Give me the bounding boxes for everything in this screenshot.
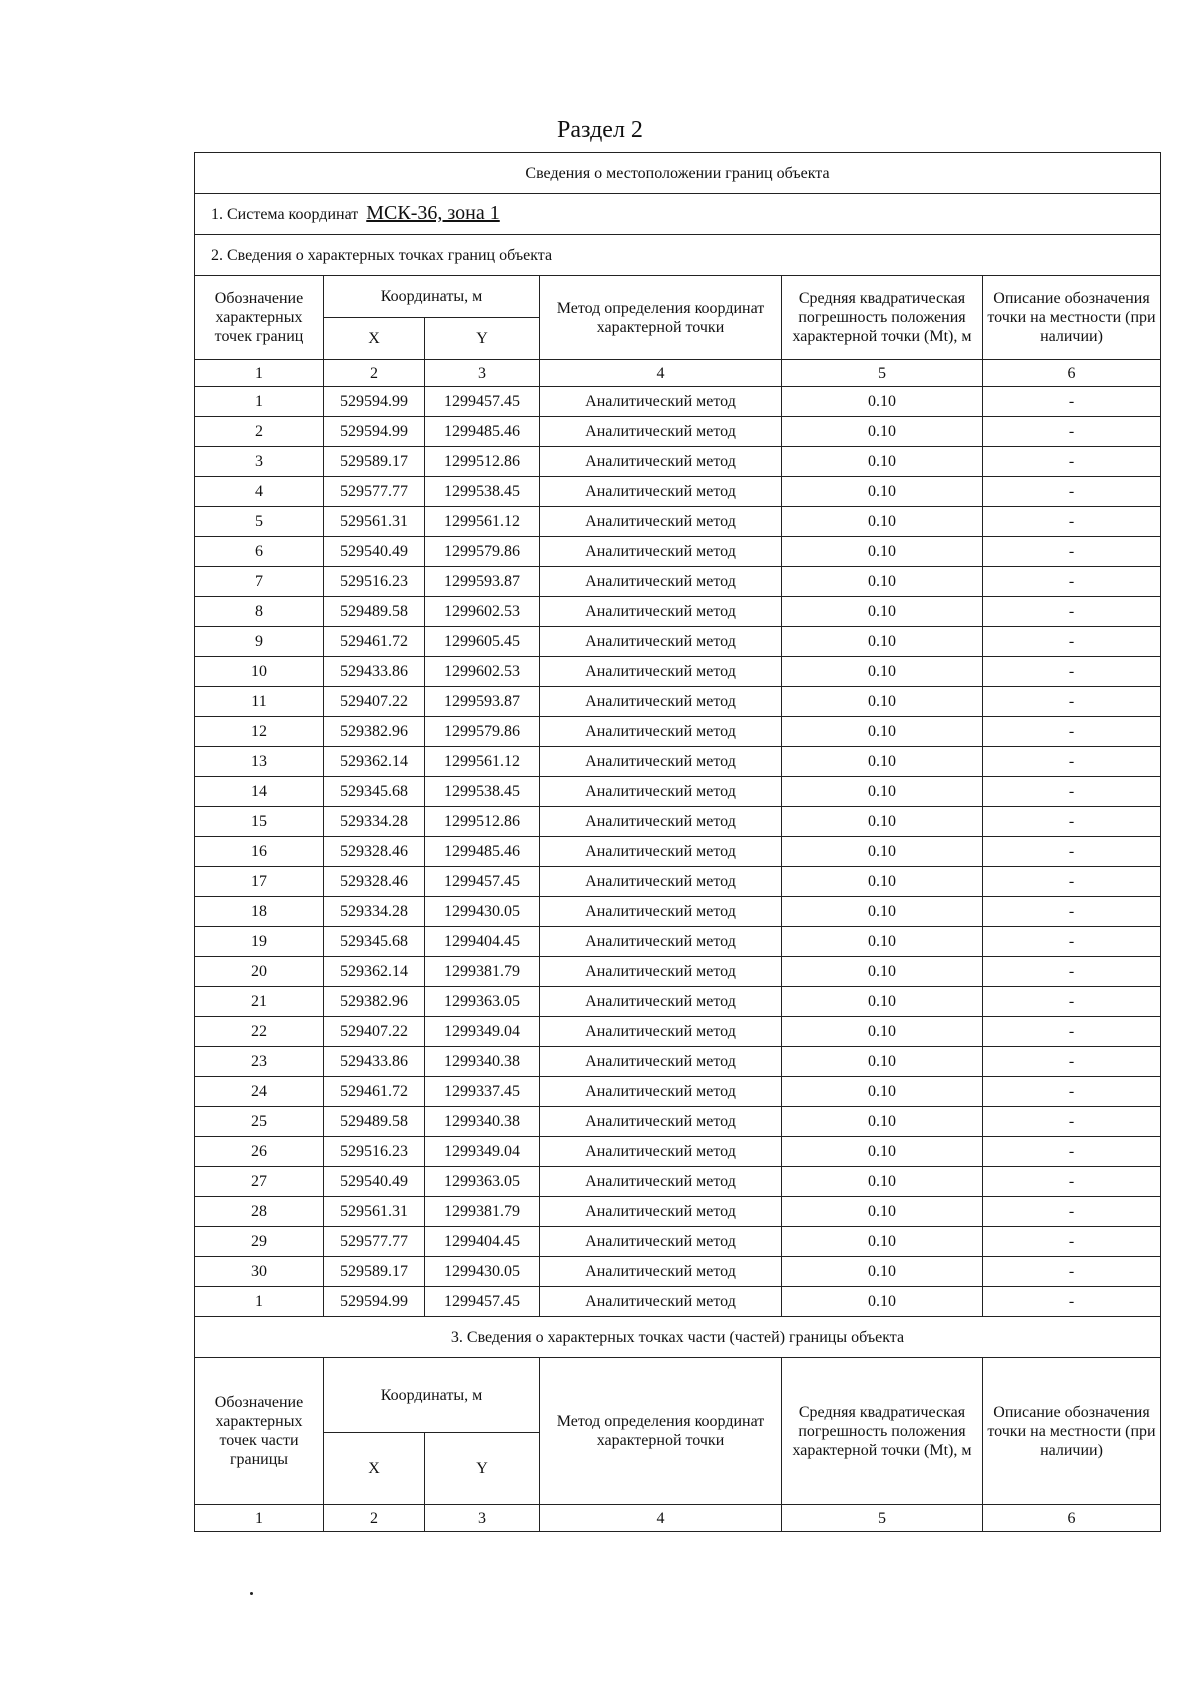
method-cell: Аналитический метод <box>540 837 782 867</box>
method-cell: Аналитический метод <box>540 717 782 747</box>
method-cell: Аналитический метод <box>540 807 782 837</box>
method-cell: Аналитический метод <box>540 897 782 927</box>
mt-cell: 0.10 <box>782 687 983 717</box>
method-cell: Аналитический метод <box>540 1287 782 1317</box>
table-row <box>195 1287 1161 1317</box>
y-coordinate-cell: 1299381.79 <box>425 957 540 987</box>
method-cell: Аналитический метод <box>540 597 782 627</box>
point-id-cell: 7 <box>195 567 324 597</box>
point-id-cell: 5 <box>195 507 324 537</box>
x-coordinate-cell: 529362.14 <box>324 747 425 777</box>
y-coordinate-cell: 1299337.45 <box>425 1077 540 1107</box>
x-coordinate-cell: 529345.68 <box>324 777 425 807</box>
mt-cell: 0.10 <box>782 657 983 687</box>
method-cell: Аналитический метод <box>540 867 782 897</box>
mt-cell: 0.10 <box>782 1287 983 1317</box>
point-id-cell: 1 <box>195 387 324 417</box>
mt-cell: 0.10 <box>782 1107 983 1137</box>
header-error: Средняя квадратическая погрешность положения характерной точки (Mt), м <box>782 276 983 360</box>
points-section-title: 2. Сведения о характерных точках границ объекта <box>195 235 1161 276</box>
table-row <box>195 687 1161 717</box>
table-row <box>195 1107 1161 1137</box>
x-coordinate-cell: 529362.14 <box>324 957 425 987</box>
mt-cell: 0.10 <box>782 837 983 867</box>
part-section-title: 3. Сведения о характерных точках части (частей) границы объекта <box>195 1317 1161 1358</box>
table-row <box>195 567 1161 597</box>
y-coordinate-cell: 1299404.45 <box>425 1227 540 1257</box>
point-id-cell: 14 <box>195 777 324 807</box>
point-id-cell: 9 <box>195 627 324 657</box>
mt-cell: 0.10 <box>782 747 983 777</box>
x-coordinate-cell: 529594.99 <box>324 1287 425 1317</box>
point-id-cell: 30 <box>195 1257 324 1287</box>
point-id-cell: 16 <box>195 837 324 867</box>
method-cell: Аналитический метод <box>540 687 782 717</box>
table-row <box>195 1197 1161 1227</box>
part-header-point-designation: Обозначение характерных точек части границы <box>195 1358 324 1505</box>
method-cell: Аналитический метод <box>540 987 782 1017</box>
description-cell: - <box>983 687 1161 717</box>
description-cell: - <box>983 1017 1161 1047</box>
mt-cell: 0.10 <box>782 507 983 537</box>
x-coordinate-cell: 529382.96 <box>324 717 425 747</box>
y-coordinate-cell: 1299430.05 <box>425 1257 540 1287</box>
table-row <box>195 417 1161 447</box>
y-coordinate-cell: 1299602.53 <box>425 657 540 687</box>
x-coordinate-cell: 529594.99 <box>324 417 425 447</box>
column-number: 5 <box>782 360 983 387</box>
method-cell: Аналитический метод <box>540 507 782 537</box>
description-cell: - <box>983 417 1161 447</box>
method-cell: Аналитический метод <box>540 387 782 417</box>
point-id-cell: 12 <box>195 717 324 747</box>
method-cell: Аналитический метод <box>540 417 782 447</box>
mt-cell: 0.10 <box>782 1227 983 1257</box>
method-cell: Аналитический метод <box>540 1167 782 1197</box>
table-row <box>195 1017 1161 1047</box>
description-cell: - <box>983 1167 1161 1197</box>
mt-cell: 0.10 <box>782 477 983 507</box>
x-coordinate-cell: 529328.46 <box>324 867 425 897</box>
y-coordinate-cell: 1299561.12 <box>425 507 540 537</box>
x-coordinate-cell: 529407.22 <box>324 687 425 717</box>
y-coordinate-cell: 1299457.45 <box>425 387 540 417</box>
point-id-cell: 10 <box>195 657 324 687</box>
mt-cell: 0.10 <box>782 567 983 597</box>
mt-cell: 0.10 <box>782 927 983 957</box>
x-coordinate-cell: 529540.49 <box>324 1167 425 1197</box>
description-cell: - <box>983 957 1161 987</box>
description-cell: - <box>983 537 1161 567</box>
table-row <box>195 837 1161 867</box>
y-coordinate-cell: 1299512.86 <box>425 447 540 477</box>
column-number: 4 <box>540 1505 782 1532</box>
point-id-cell: 2 <box>195 417 324 447</box>
description-cell: - <box>983 657 1161 687</box>
method-cell: Аналитический метод <box>540 777 782 807</box>
point-id-cell: 27 <box>195 1167 324 1197</box>
description-cell: - <box>983 1197 1161 1227</box>
point-id-cell: 1 <box>195 1287 324 1317</box>
point-id-cell: 17 <box>195 867 324 897</box>
description-cell: - <box>983 567 1161 597</box>
x-coordinate-cell: 529589.17 <box>324 1257 425 1287</box>
part-header-x: X <box>324 1433 425 1505</box>
table-row <box>195 657 1161 687</box>
column-number: 6 <box>983 360 1161 387</box>
point-id-cell: 6 <box>195 537 324 567</box>
y-coordinate-cell: 1299381.79 <box>425 1197 540 1227</box>
point-id-cell: 26 <box>195 1137 324 1167</box>
x-coordinate-cell: 529382.96 <box>324 987 425 1017</box>
x-coordinate-cell: 529561.31 <box>324 1197 425 1227</box>
point-id-cell: 23 <box>195 1047 324 1077</box>
coordinate-system-row <box>195 194 1161 235</box>
part-header-error: Средняя квадратическая погрешность положения характерной точки (Mt), м <box>782 1358 983 1505</box>
table-row <box>195 1137 1161 1167</box>
column-number: 5 <box>782 1505 983 1532</box>
y-coordinate-cell: 1299340.38 <box>425 1107 540 1137</box>
y-coordinate-cell: 1299593.87 <box>425 567 540 597</box>
description-cell: - <box>983 1047 1161 1077</box>
table-row <box>195 1047 1161 1077</box>
part-header-method: Метод определения координат характерной точки <box>540 1358 782 1505</box>
part-header-description: Описание обозначения точки на местности (при наличии) <box>983 1358 1161 1505</box>
method-cell: Аналитический метод <box>540 1227 782 1257</box>
mt-cell: 0.10 <box>782 717 983 747</box>
y-coordinate-cell: 1299340.38 <box>425 1047 540 1077</box>
mt-cell: 0.10 <box>782 1257 983 1287</box>
header-method: Метод определения координат характерной точки <box>540 276 782 360</box>
column-number: 1 <box>195 360 324 387</box>
y-coordinate-cell: 1299349.04 <box>425 1137 540 1167</box>
x-coordinate-cell: 529461.72 <box>324 1077 425 1107</box>
y-coordinate-cell: 1299605.45 <box>425 627 540 657</box>
column-number: 6 <box>983 1505 1161 1532</box>
header-point-designation: Обозначение характерных точек границ <box>195 276 324 360</box>
table-row <box>195 1257 1161 1287</box>
mt-cell: 0.10 <box>782 987 983 1017</box>
y-coordinate-cell: 1299363.05 <box>425 987 540 1017</box>
mt-cell: 0.10 <box>782 1017 983 1047</box>
table-row <box>195 537 1161 567</box>
description-cell: - <box>983 987 1161 1017</box>
description-cell: - <box>983 897 1161 927</box>
point-id-cell: 13 <box>195 747 324 777</box>
method-cell: Аналитический метод <box>540 1047 782 1077</box>
x-coordinate-cell: 529577.77 <box>324 1227 425 1257</box>
point-id-cell: 29 <box>195 1227 324 1257</box>
y-coordinate-cell: 1299579.86 <box>425 717 540 747</box>
description-cell: - <box>983 837 1161 867</box>
point-id-cell: 25 <box>195 1107 324 1137</box>
point-id-cell: 15 <box>195 807 324 837</box>
mt-cell: 0.10 <box>782 867 983 897</box>
mt-cell: 0.10 <box>782 597 983 627</box>
description-cell: - <box>983 627 1161 657</box>
x-coordinate-cell: 529489.58 <box>324 597 425 627</box>
y-coordinate-cell: 1299579.86 <box>425 537 540 567</box>
mt-cell: 0.10 <box>782 537 983 567</box>
x-coordinate-cell: 529407.22 <box>324 1017 425 1047</box>
description-cell: - <box>983 1107 1161 1137</box>
table-row <box>195 987 1161 1017</box>
table-row <box>195 927 1161 957</box>
method-cell: Аналитический метод <box>540 657 782 687</box>
method-cell: Аналитический метод <box>540 1137 782 1167</box>
y-coordinate-cell: 1299561.12 <box>425 747 540 777</box>
x-coordinate-cell: 529345.68 <box>324 927 425 957</box>
method-cell: Аналитический метод <box>540 1197 782 1227</box>
x-coordinate-cell: 529433.86 <box>324 1047 425 1077</box>
y-coordinate-cell: 1299593.87 <box>425 687 540 717</box>
description-cell: - <box>983 777 1161 807</box>
point-id-cell: 22 <box>195 1017 324 1047</box>
mt-cell: 0.10 <box>782 807 983 837</box>
mt-cell: 0.10 <box>782 627 983 657</box>
method-cell: Аналитический метод <box>540 447 782 477</box>
table-row <box>195 1167 1161 1197</box>
description-cell: - <box>983 1287 1161 1317</box>
x-coordinate-cell: 529577.77 <box>324 477 425 507</box>
y-coordinate-cell: 1299602.53 <box>425 597 540 627</box>
point-id-cell: 11 <box>195 687 324 717</box>
x-coordinate-cell: 529594.99 <box>324 387 425 417</box>
table-row <box>195 627 1161 657</box>
table-title: Сведения о местоположении границ объекта <box>195 153 1161 194</box>
method-cell: Аналитический метод <box>540 627 782 657</box>
y-coordinate-cell: 1299430.05 <box>425 897 540 927</box>
table-row <box>195 747 1161 777</box>
coordinate-system-label: 1. Система координат <box>211 206 359 223</box>
mt-cell: 0.10 <box>782 897 983 927</box>
mt-cell: 0.10 <box>782 1137 983 1167</box>
mt-cell: 0.10 <box>782 387 983 417</box>
description-cell: - <box>983 1257 1161 1287</box>
point-id-cell: 4 <box>195 477 324 507</box>
x-coordinate-cell: 529433.86 <box>324 657 425 687</box>
y-coordinate-cell: 1299485.46 <box>425 417 540 447</box>
table-row <box>195 507 1161 537</box>
description-cell: - <box>983 747 1161 777</box>
method-cell: Аналитический метод <box>540 1017 782 1047</box>
point-id-cell: 20 <box>195 957 324 987</box>
x-coordinate-cell: 529489.58 <box>324 1107 425 1137</box>
x-coordinate-cell: 529461.72 <box>324 627 425 657</box>
table-row <box>195 717 1161 747</box>
description-cell: - <box>983 477 1161 507</box>
column-numbers-row <box>195 360 1161 387</box>
description-cell: - <box>983 1137 1161 1167</box>
table-row <box>195 867 1161 897</box>
point-id-cell: 21 <box>195 987 324 1017</box>
y-coordinate-cell: 1299363.05 <box>425 1167 540 1197</box>
table-row <box>195 477 1161 507</box>
header-y: Y <box>425 318 540 360</box>
point-id-cell: 28 <box>195 1197 324 1227</box>
y-coordinate-cell: 1299538.45 <box>425 477 540 507</box>
point-id-cell: 8 <box>195 597 324 627</box>
description-cell: - <box>983 597 1161 627</box>
description-cell: - <box>983 507 1161 537</box>
y-coordinate-cell: 1299538.45 <box>425 777 540 807</box>
x-coordinate-cell: 529589.17 <box>324 447 425 477</box>
method-cell: Аналитический метод <box>540 567 782 597</box>
y-coordinate-cell: 1299349.04 <box>425 1017 540 1047</box>
method-cell: Аналитический метод <box>540 537 782 567</box>
point-id-cell: 19 <box>195 927 324 957</box>
mt-cell: 0.10 <box>782 957 983 987</box>
description-cell: - <box>983 927 1161 957</box>
method-cell: Аналитический метод <box>540 1077 782 1107</box>
x-coordinate-cell: 529561.31 <box>324 507 425 537</box>
table-row <box>195 957 1161 987</box>
mt-cell: 0.10 <box>782 1047 983 1077</box>
description-cell: - <box>983 1227 1161 1257</box>
header-description: Описание обозначения точки на местности (при наличии) <box>983 276 1161 360</box>
x-coordinate-cell: 529516.23 <box>324 567 425 597</box>
header-x: X <box>324 318 425 360</box>
mt-cell: 0.10 <box>782 417 983 447</box>
table-row <box>195 597 1161 627</box>
description-cell: - <box>983 447 1161 477</box>
point-id-cell: 24 <box>195 1077 324 1107</box>
boundary-table <box>194 152 1161 1532</box>
y-coordinate-cell: 1299485.46 <box>425 837 540 867</box>
column-number: 3 <box>425 360 540 387</box>
column-number: 2 <box>324 360 425 387</box>
description-cell: - <box>983 717 1161 747</box>
part-column-numbers-row <box>195 1505 1161 1532</box>
mt-cell: 0.10 <box>782 1197 983 1227</box>
table-row <box>195 807 1161 837</box>
table-row <box>195 387 1161 417</box>
column-number: 2 <box>324 1505 425 1532</box>
table-row <box>195 777 1161 807</box>
table-row <box>195 447 1161 477</box>
column-number: 4 <box>540 360 782 387</box>
point-id-cell: 3 <box>195 447 324 477</box>
y-coordinate-cell: 1299512.86 <box>425 807 540 837</box>
stray-mark <box>250 1592 253 1595</box>
x-coordinate-cell: 529516.23 <box>324 1137 425 1167</box>
header-coordinates: Координаты, м <box>324 276 540 318</box>
x-coordinate-cell: 529540.49 <box>324 537 425 567</box>
mt-cell: 0.10 <box>782 777 983 807</box>
x-coordinate-cell: 529328.46 <box>324 837 425 867</box>
part-header-coordinates: Координаты, м <box>324 1358 540 1433</box>
coordinate-system-value: МСК-36, зона 1 <box>366 202 500 224</box>
part-header-y: Y <box>425 1433 540 1505</box>
description-cell: - <box>983 387 1161 417</box>
method-cell: Аналитический метод <box>540 1107 782 1137</box>
method-cell: Аналитический метод <box>540 477 782 507</box>
description-cell: - <box>983 1077 1161 1107</box>
table-row <box>195 897 1161 927</box>
section-title: Раздел 2 <box>557 117 643 143</box>
mt-cell: 0.10 <box>782 447 983 477</box>
column-number: 1 <box>195 1505 324 1532</box>
table-row <box>195 1077 1161 1107</box>
y-coordinate-cell: 1299457.45 <box>425 1287 540 1317</box>
description-cell: - <box>983 807 1161 837</box>
mt-cell: 0.10 <box>782 1167 983 1197</box>
column-number: 3 <box>425 1505 540 1532</box>
mt-cell: 0.10 <box>782 1077 983 1107</box>
method-cell: Аналитический метод <box>540 927 782 957</box>
x-coordinate-cell: 529334.28 <box>324 897 425 927</box>
method-cell: Аналитический метод <box>540 1257 782 1287</box>
method-cell: Аналитический метод <box>540 747 782 777</box>
method-cell: Аналитический метод <box>540 957 782 987</box>
point-id-cell: 18 <box>195 897 324 927</box>
table-row <box>195 1227 1161 1257</box>
y-coordinate-cell: 1299404.45 <box>425 927 540 957</box>
description-cell: - <box>983 867 1161 897</box>
y-coordinate-cell: 1299457.45 <box>425 867 540 897</box>
x-coordinate-cell: 529334.28 <box>324 807 425 837</box>
